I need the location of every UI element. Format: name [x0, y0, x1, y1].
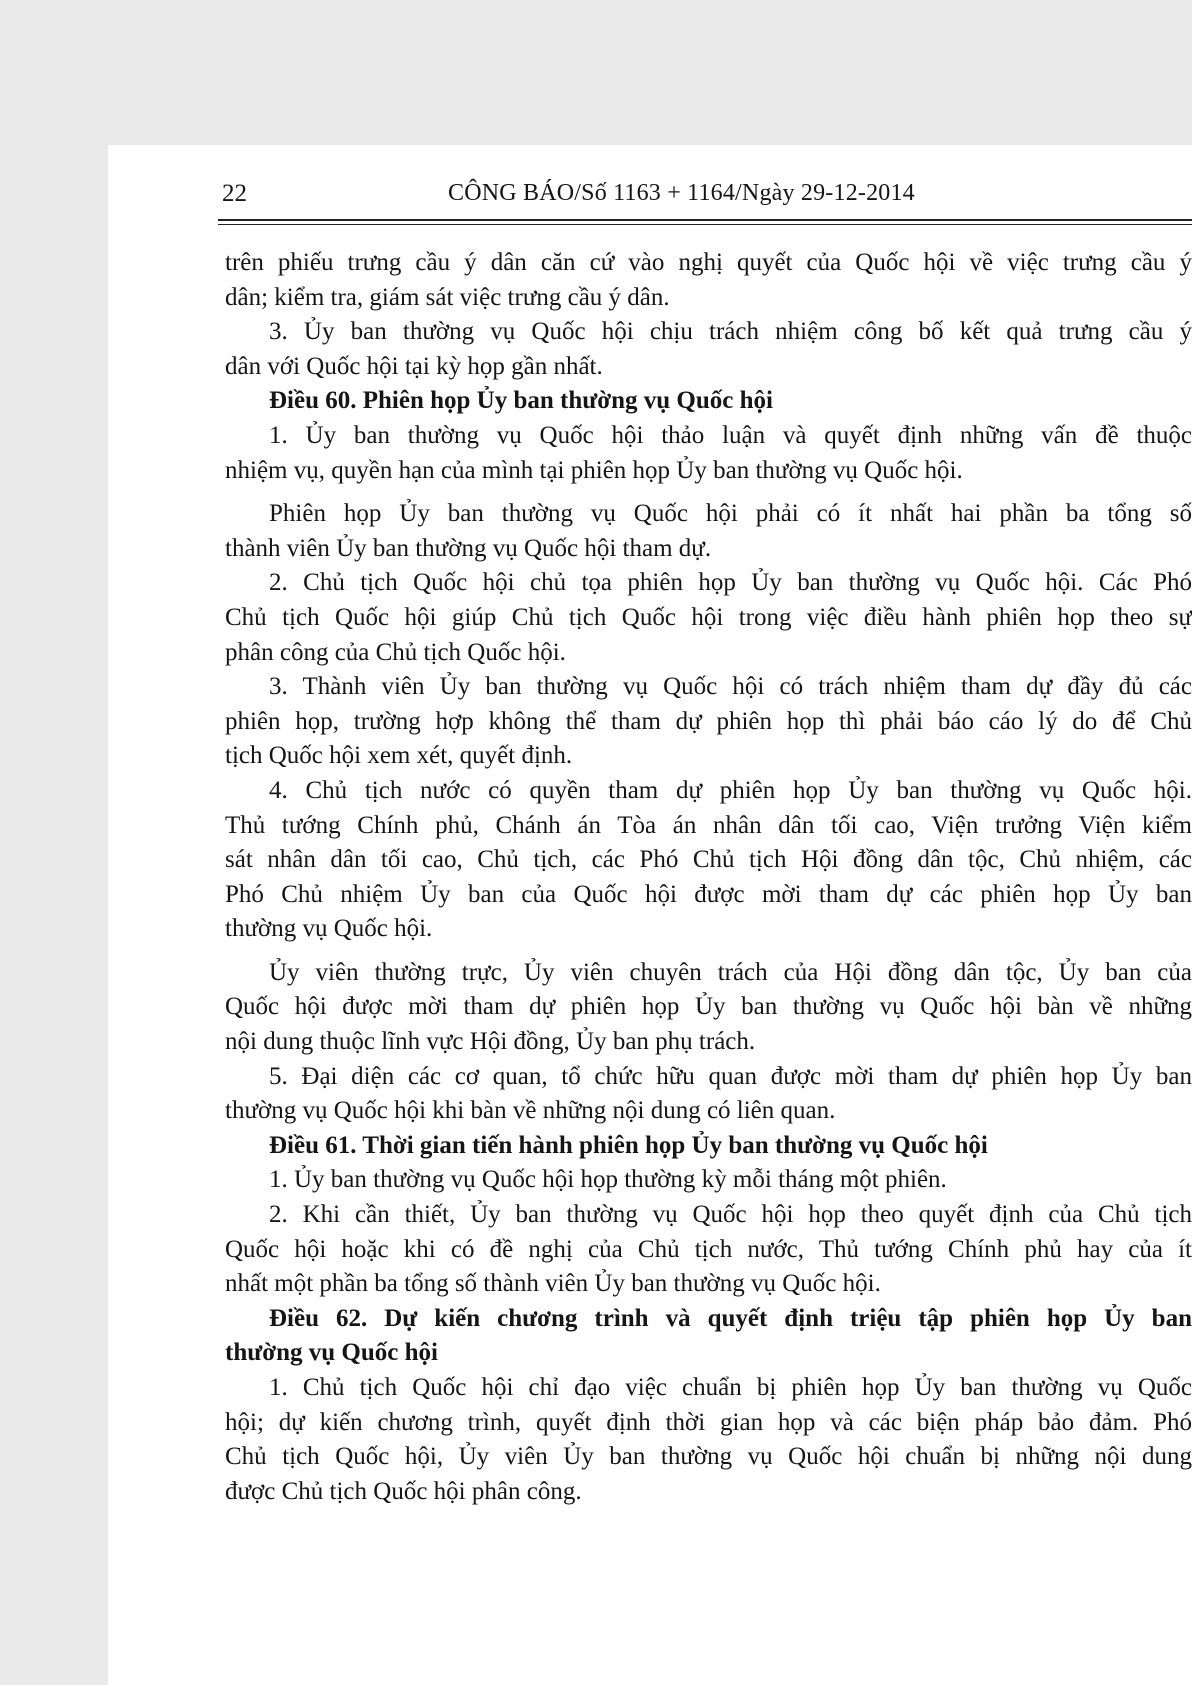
text-line: 1. Chủ tịch Quốc hội chỉ đạo việc chuẩn bị phiên họp Ủy ban thường vụ Quốc	[269, 1374, 1192, 1401]
text-line: Thủ tướng Chính phủ, Chánh án Tòa án nhân dân tối cao, Viện trưởng Viện kiểm	[225, 811, 1192, 839]
text-line: Phiên họp Ủy ban thường vụ Quốc hội phải có ít nhất hai phần ba tổng số	[269, 500, 1192, 528]
text-line: Chủ tịch Quốc hội, Ủy viên Ủy ban thường vụ Quốc hội chuẩn bị những nội dung	[225, 1443, 1192, 1471]
article-62-heading: Điều 62. Dự kiến chương trình và quyết định triệu tập phiên họp Ủy ban	[269, 1304, 1192, 1332]
text-line: 5. Đại diện các cơ quan, tổ chức hữu quan được mời tham dự phiên họp Ủy ban	[269, 1062, 1192, 1090]
header-rule-thin	[218, 224, 1192, 225]
header-rule-thick	[218, 219, 1192, 221]
document-body	[225, 246, 1192, 1676]
text-line: được Chủ tịch Quốc hội phân công.	[225, 1477, 582, 1505]
text-line: nội dung thuộc lĩnh vực Hội đồng, Ủy ban phụ trách.	[225, 1028, 756, 1056]
text-line: phiên họp, trường hợp không thể tham dự phiên họp thì phải báo cáo lý do để Chủ	[225, 707, 1192, 735]
article-61-heading: Điều 61. Thời gian tiến hành phiên họp Ủy ban thường vụ Quốc hội	[269, 1131, 988, 1159]
text-line: nhiệm vụ, quyền hạn của mình tại phiên họp Ủy ban thường vụ Quốc hội.	[225, 456, 963, 484]
text-line: thường vụ Quốc hội khi bàn về những nội dung có liên quan.	[225, 1097, 836, 1125]
text-line: nhất một phần ba tổng số thành viên Ủy ban thường vụ Quốc hội.	[225, 1270, 881, 1298]
text-line: phân công của Chủ tịch Quốc hội.	[225, 638, 566, 666]
text-line: 3. Thành viên Ủy ban thường vụ Quốc hội có trách nhiệm tham dự đầy đủ các	[269, 673, 1192, 701]
text-line: 1. Ủy ban thường vụ Quốc hội họp thường kỳ mỗi tháng một phiên.	[269, 1166, 947, 1194]
text-line: tịch Quốc hội xem xét, quyết định.	[225, 742, 573, 770]
page-header	[222, 180, 1192, 210]
text-line: Quốc hội hoặc khi có đề nghị của Chủ tịch nước, Thủ tướng Chính phủ hay của ít	[225, 1235, 1192, 1263]
text-line: sát nhân dân tối cao, Chủ tịch, các Phó Chủ tịch Hội đồng dân tộc, Chủ nhiệm, các	[225, 846, 1192, 874]
text-line: Chủ tịch Quốc hội giúp Chủ tịch Quốc hội trong việc điều hành phiên họp theo sự	[225, 603, 1192, 631]
text-line: dân với Quốc hội tại kỳ họp gần nhất.	[225, 352, 603, 380]
text-line: 1. Ủy ban thường vụ Quốc hội thảo luận và quyết định những vấn đề thuộc	[269, 421, 1192, 449]
text-line: Phó Chủ nhiệm Ủy ban của Quốc hội được mời tham dự các phiên họp Ủy ban	[225, 880, 1192, 908]
text-line: Quốc hội được mời tham dự phiên họp Ủy ban thường vụ Quốc hội bàn về những	[225, 993, 1192, 1021]
text-line: thành viên Ủy ban thường vụ Quốc hội tham dự.	[225, 534, 712, 562]
article-60-heading: Điều 60. Phiên họp Ủy ban thường vụ Quốc hội	[269, 387, 773, 415]
text-line: Ủy viên thường trực, Ủy viên chuyên trách của Hội đồng dân tộc, Ủy ban của	[269, 958, 1192, 986]
gazette-title: CÔNG BÁO/Số 1163 + 1164/Ngày 29-12-2014	[448, 180, 915, 206]
text-line: 3. Ủy ban thường vụ Quốc hội chịu trách nhiệm công bố kết quả trưng cầu ý	[269, 318, 1192, 346]
text-line: 2. Khi cần thiết, Ủy ban thường vụ Quốc hội họp theo quyết định của Chủ tịch	[269, 1201, 1192, 1229]
text-line: 2. Chủ tịch Quốc hội chủ tọa phiên họp Ủy ban thường vụ Quốc hội. Các Phó	[269, 569, 1192, 597]
page-number: 22	[222, 180, 247, 207]
text-line: thường vụ Quốc hội.	[225, 915, 433, 943]
article-62-heading-cont: thường vụ Quốc hội	[225, 1339, 438, 1367]
text-line: hội; dự kiến chương trình, quyết định thời gian họp và các biện pháp bảo đảm. Phó	[225, 1408, 1192, 1436]
text-line: dân; kiểm tra, giám sát việc trưng cầu ý dân.	[225, 283, 670, 311]
text-line: 4. Chủ tịch nước có quyền tham dự phiên họp Ủy ban thường vụ Quốc hội.	[269, 776, 1192, 804]
text-line: trên phiếu trưng cầu ý dân căn cứ vào nghị quyết của Quốc hội về việc trưng cầu ý	[225, 249, 1192, 276]
